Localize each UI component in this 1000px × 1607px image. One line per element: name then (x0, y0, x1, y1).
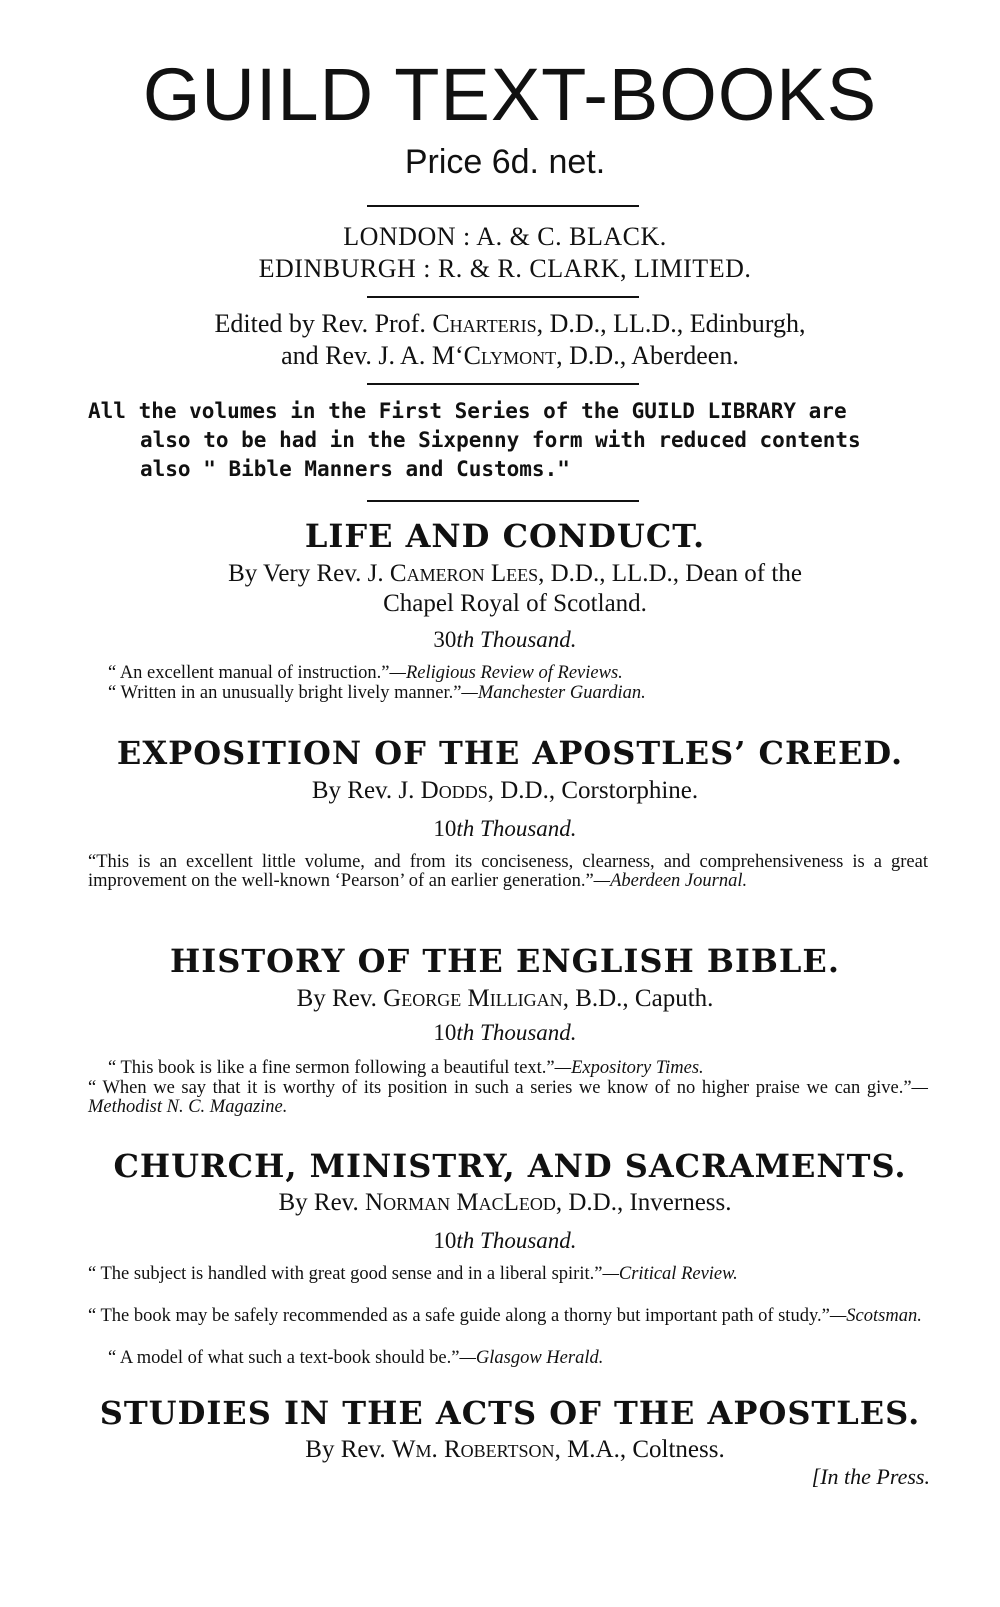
book-title: LIFE AND CONDUCT. (304, 517, 706, 555)
by-suffix: D.D., Inverness. (568, 1189, 732, 1216)
review-quote (108, 664, 948, 683)
thousand-edition (0, 817, 1000, 840)
book-author-line: By Rev. George Milligan, B.D., Caputh. (296, 985, 714, 1012)
quote-text: “This is an excellent little volume, and from its conciseness, clearness, and comprehensiveness is a great improvement on the well-known ‘Pearson’ of an earlier generation.” (88, 852, 928, 891)
quote-text: “ The subject is handled with great good sense and in a liberal spirit.” (88, 1264, 603, 1284)
book-author-line: By Rev. Norman MacLeod, D.D., Inverness. (278, 1189, 732, 1216)
edition-text: th Thousand. (456, 1228, 577, 1253)
quote-source: —Scotsman. (829, 1306, 922, 1326)
editor-name: M‘Clymont (431, 341, 557, 370)
divider (367, 205, 639, 207)
publisher-london: LONDON : A. & C. BLACK. (343, 222, 667, 251)
editor-name: Charteris (432, 309, 537, 338)
editors-prefix: Edited by Rev. Prof. (214, 309, 426, 338)
author-name: Norman MacLeod (365, 1189, 556, 1216)
by-prefix: By Rev. (305, 1436, 386, 1463)
in-press-note: [In the Press. (811, 1464, 930, 1489)
notice-line: also to be had in the Sixpenny form with reduced contents (140, 428, 861, 452)
quote-source: —Glasgow Herald. (459, 1348, 604, 1368)
price-line: Price 6d. net. (404, 143, 606, 181)
review-quote (108, 684, 948, 703)
book-title: CHURCH, MINISTRY, AND SACRAMENTS. (113, 1147, 907, 1185)
by-suffix: D.D., LL.D., Dean of the (550, 560, 802, 587)
quote-source: —Methodist N. C. Magazine. (88, 1078, 928, 1117)
by-prefix: By Rev. (278, 1189, 359, 1216)
editors-line-2: and Rev. J. A. M‘Clymont, D.D., Aberdeen. (281, 341, 739, 370)
editors-suffix: D.D., Aberdeen. (569, 341, 739, 370)
edition-text: th Thousand. (456, 1020, 577, 1045)
notice-line: All the volumes in the First Series of the GUILD LIBRARY are (88, 399, 847, 423)
edition-number: 10 (433, 1020, 457, 1045)
quote-text: “ This book is like a fine sermon following a beautiful text.” (108, 1058, 555, 1078)
author-name: Wm. Robertson (391, 1436, 555, 1463)
by-suffix: D.D., Corstorphine. (500, 777, 699, 804)
quote-source: —Manchester Guardian. (461, 683, 646, 703)
quote-text: “ A model of what such a text-book should be.” (108, 1348, 460, 1368)
quote-source: —Religious Review of Reviews. (389, 663, 623, 683)
author-name: Dodds (420, 777, 488, 804)
quote-source: —Aberdeen Journal. (593, 871, 748, 891)
thousand-edition (0, 1021, 1000, 1044)
edition-number: 10 (433, 816, 457, 841)
edition-text: th Thousand. (456, 816, 577, 841)
thousand-edition (0, 628, 1000, 651)
quote-text: “ The book may be safely recommended as a safe guide along a thorny but important path of study.” (88, 1306, 830, 1326)
publisher-edinburgh: EDINBURGH : R. & R. CLARK, LIMITED. (258, 254, 752, 283)
divider (367, 500, 639, 502)
author-name: Cameron Lees (389, 560, 539, 587)
by-suffix: B.D., Caputh. (575, 985, 714, 1012)
page-title: GUILD TEXT-BOOKS (142, 53, 878, 136)
quote-text: “ An excellent manual of instruction.” (108, 663, 390, 683)
review-quote (88, 1307, 928, 1326)
review-quote (88, 1265, 928, 1284)
book-author-line: By Rev. Wm. Robertson, M.A., Coltness. (305, 1436, 725, 1463)
review-quote (108, 1059, 928, 1078)
book-title: STUDIES IN THE ACTS OF THE APOSTLES. (99, 1394, 921, 1432)
editors-suffix: D.D., LL.D., Edinburgh, (549, 309, 806, 338)
book-title: EXPOSITION OF THE APOSTLES’ CREED. (116, 734, 904, 772)
edition-text: th Thousand. (456, 627, 577, 652)
quote-text: “ Written in an unusually bright lively manner.” (108, 683, 462, 703)
divider (367, 296, 639, 298)
notice-line: also " Bible Manners and Customs." (140, 457, 570, 481)
by-prefix: By Very Rev. J. (228, 560, 384, 587)
by-suffix: M.A., Coltness. (567, 1436, 725, 1463)
book-author-line: By Very Rev. J. Cameron Lees, D.D., LL.D., Dean of the (228, 560, 802, 587)
by-prefix: By Rev. (296, 985, 377, 1012)
book-author-line-2: Chapel Royal of Scotland. (383, 590, 647, 617)
review-quote (88, 853, 928, 891)
divider (367, 383, 639, 385)
book-title: HISTORY OF THE ENGLISH BIBLE. (170, 942, 840, 980)
author-name: George Milligan (383, 985, 563, 1012)
quote-text: “ When we say that it is worthy of its position in such a series we know of no higher praise we can give.” (88, 1078, 912, 1098)
editors-line-1: Edited by Rev. Prof. Charteris, D.D., LL.D., Edinburgh, (214, 309, 806, 338)
editors-prefix: and Rev. J. A. (281, 341, 426, 370)
edition-number: 10 (433, 1228, 457, 1253)
thousand-edition (0, 1229, 1000, 1252)
quote-source: —Critical Review. (602, 1264, 738, 1284)
edition-number: 30 (433, 627, 457, 652)
review-quote (88, 1079, 928, 1117)
book-author-line: By Rev. J. Dodds, D.D., Corstorphine. (311, 777, 699, 804)
quote-source: —Expository Times. (554, 1058, 704, 1078)
review-quote (108, 1349, 948, 1368)
series-notice (88, 397, 948, 484)
by-prefix: By Rev. J. (311, 777, 415, 804)
